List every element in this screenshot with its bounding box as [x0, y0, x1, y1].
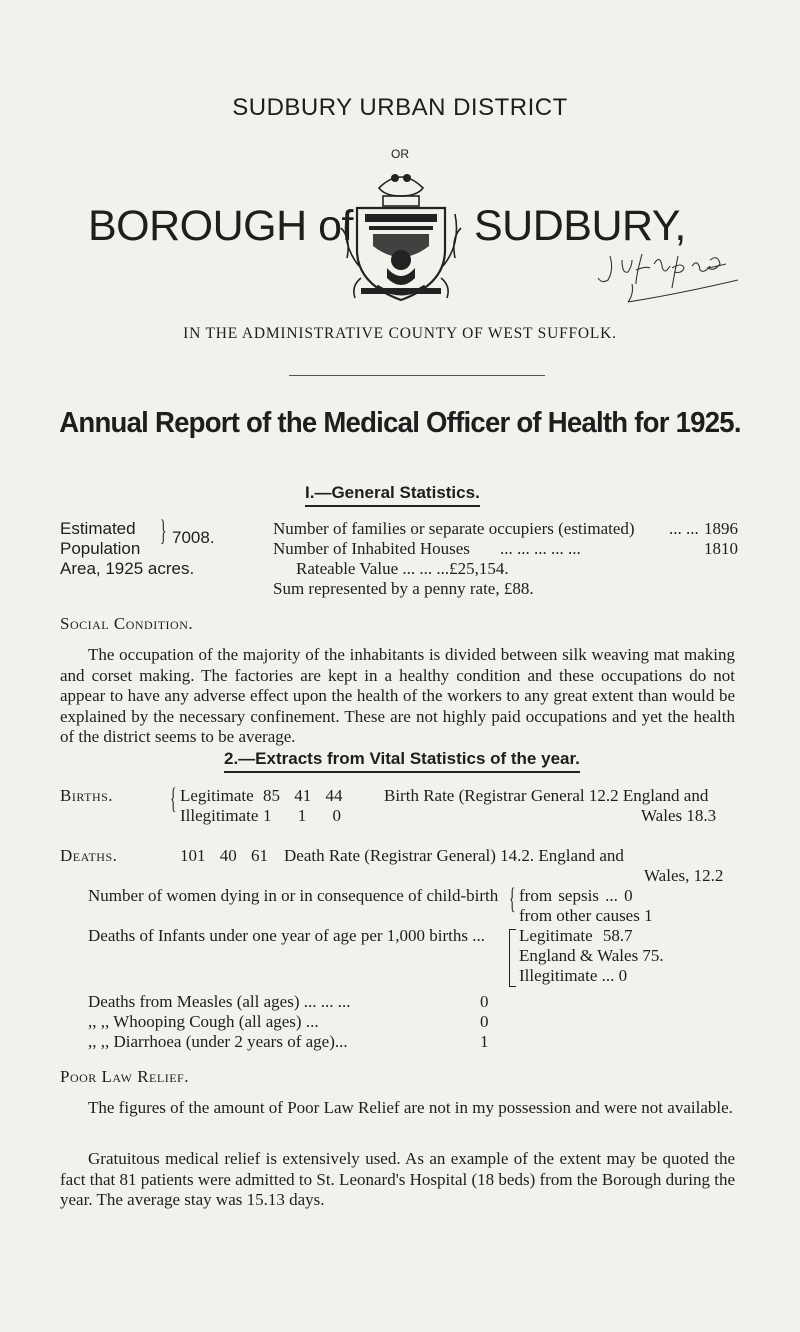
district-title: SUDBURY URBAN DISTRICT: [232, 94, 568, 121]
county-text: IN THE ADMINISTRATIVE COUNTY OF WEST SUFFOLK.: [183, 325, 617, 342]
borough-crest: [339, 168, 463, 313]
infants-label: Deaths of Infants under one year of age per 1,000 births ...: [88, 926, 486, 945]
births-legit-values: 85 41 44: [263, 786, 343, 805]
childbirth-other: from other causes 1: [519, 906, 653, 925]
childbirth-label: Number of women dying in or in consequence of child-birth: [88, 886, 499, 905]
infants-illegit: Illegitimate ... 0: [519, 966, 628, 985]
death-rate-wales: Wales, 12.2: [644, 866, 724, 885]
measles-label: Deaths from Measles (all ages) ... ... ...: [88, 992, 351, 1011]
infants-brace: [509, 929, 516, 987]
diarrhoea-value: 1: [480, 1032, 489, 1051]
population-label: Population: [60, 539, 141, 558]
birth-rate: Birth Rate (Registrar General 12.2 England and: [384, 786, 709, 805]
social-paragraph: The occupation of the majority of the inhabitants is divided between silk weaving mat making and corset making. The factories are kept in a healthy condition and these occupations do not appear to have any adverse effect upon the health of the workers to any great extent than would be explained by the necessary confinement. These are not highly paid occupations and yet the health of the district seems to be average.: [60, 645, 735, 746]
whooping-label: ,, ,, Whooping Cough (all ages) ...: [88, 1012, 319, 1031]
families-dots: ... ...: [669, 519, 699, 538]
families-label: Number of families or separate occupiers (estimated): [273, 519, 635, 538]
births-illegit-label: Illegitimate: [180, 806, 259, 825]
rateable-value: Rateable Value ... ... ...£25,154.: [296, 559, 509, 578]
borough-of-text: BOROUGH of: [88, 202, 353, 250]
births-illegit-values: 1 1 0: [263, 806, 341, 825]
births-legit-label: Legitimate: [180, 786, 254, 805]
estimated-label: Estimated: [60, 519, 136, 538]
penny-rate: Sum represented by a penny rate, £88.: [273, 579, 534, 598]
crest-icon: [339, 168, 463, 308]
poor-law-paragraph-2: Gratuitous medical relief is extensively used. As an example of the extent may be quoted the fact that 81 patients were admitted to St. Leonard's Hospital (18 beds) from the Borough during the year. The average stay was 15.13 days.: [60, 1149, 735, 1209]
deaths-values: 101 40 61: [180, 846, 268, 865]
report-title: Annual Report of the Medical Officer of Health for 1925.: [59, 407, 741, 439]
birth-rate-wales: Wales 18.3: [641, 806, 717, 825]
families-value: 1896: [704, 519, 738, 538]
signature-icon: [592, 250, 752, 306]
infants-england: England & Wales 75.: [519, 946, 664, 965]
childbirth-brace: {: [509, 882, 516, 915]
houses-label: Number of Inhabited Houses: [273, 539, 470, 558]
or-text: OR: [391, 147, 409, 161]
measles-value: 0: [480, 992, 489, 1011]
deaths-label: Deaths.: [60, 846, 118, 865]
social-heading: Social Condition.: [60, 614, 194, 633]
houses-dots: ... ... ... ... ...: [500, 539, 581, 558]
handwritten-signature: [592, 250, 752, 311]
infants-legit: Legitimate 58.7: [519, 926, 633, 945]
population-brace: }: [160, 514, 167, 547]
death-rate: Death Rate (Registrar General) 14.2. England and: [284, 846, 624, 865]
births-brace: {: [170, 782, 177, 815]
childbirth-sepsis: from sepsis ... 0: [519, 886, 633, 905]
births-label: Births.: [60, 786, 114, 805]
poor-law-paragraph-1: The figures of the amount of Poor Law Relief are not in my possession and were not available.: [88, 1098, 733, 1117]
header-divider: [289, 375, 545, 376]
section1-heading: I.—General Statistics.: [305, 483, 480, 507]
section2-heading: 2.—Extracts from Vital Statistics of the year.: [224, 749, 580, 773]
sudbury-text: SUDBURY,: [474, 202, 686, 250]
whooping-value: 0: [480, 1012, 489, 1031]
poor-law-heading: Poor Law Relief.: [60, 1067, 189, 1086]
houses-value: 1810: [704, 539, 738, 558]
population-value: 7008.: [172, 528, 215, 547]
diarrhoea-label: ,, ,, Diarrhoea (under 2 years of age)...: [88, 1032, 348, 1051]
area-label: Area, 1925 acres.: [60, 559, 195, 578]
